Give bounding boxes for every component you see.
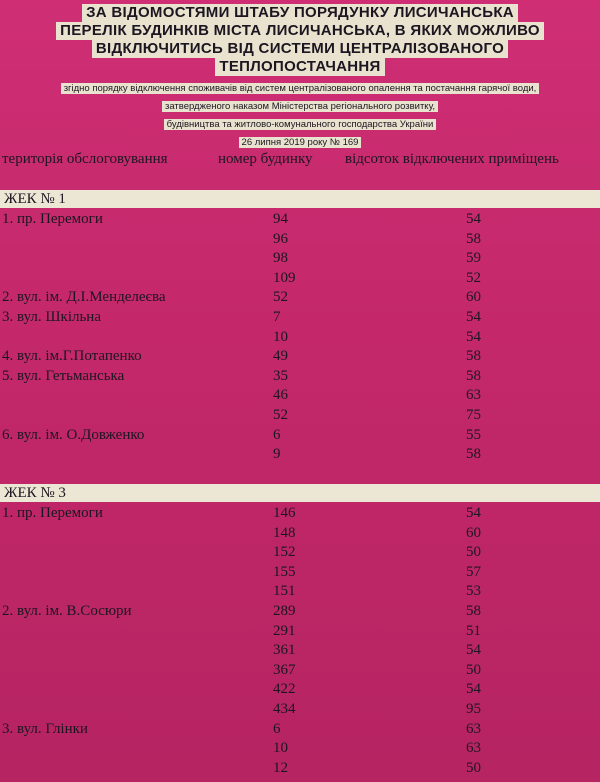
- table-row: [0, 328, 600, 347]
- house-number-cell: 151: [273, 583, 296, 600]
- table-row: [0, 504, 600, 523]
- percent-cell: 53: [466, 583, 481, 600]
- table-row: [0, 641, 600, 660]
- percent-cell: 50: [466, 759, 481, 776]
- percent-cell: 63: [466, 387, 481, 404]
- table-row: [0, 759, 600, 778]
- house-number-cell: 155: [273, 563, 296, 580]
- percent-cell: 54: [466, 328, 481, 345]
- section-band: [0, 190, 600, 208]
- street-cell: 2. вул. ім. В.Сосюри: [2, 603, 132, 619]
- table-row: [0, 524, 600, 543]
- percent-cell: 50: [466, 661, 481, 678]
- house-number-cell: 146: [273, 505, 296, 521]
- table-row: [0, 700, 600, 719]
- percent-cell: 52: [466, 269, 481, 286]
- house-number-cell: 9: [273, 446, 281, 463]
- percent-cell: 60: [466, 289, 481, 306]
- table-row: [0, 602, 600, 621]
- house-number-cell: 361: [273, 642, 296, 659]
- table-row: [0, 445, 600, 464]
- house-number-cell: 148: [273, 524, 296, 541]
- title-line: ТЕПЛОПОСТАЧАННЯ: [215, 58, 384, 76]
- table-row: [0, 563, 600, 582]
- house-number-cell: 52: [273, 407, 288, 423]
- document-title: [0, 4, 600, 76]
- street-cell: 1. пр. Перемоги: [2, 211, 103, 227]
- percent-cell: 51: [466, 622, 481, 639]
- table-row: [0, 582, 600, 601]
- percent-cell: 54: [466, 211, 481, 227]
- table-row: [0, 406, 600, 425]
- house-number-cell: 52: [273, 289, 288, 306]
- street-cell: 6. вул. ім. О.Довженко: [2, 426, 145, 443]
- percent-cell: 58: [466, 446, 481, 463]
- house-number-cell: 289: [273, 603, 296, 619]
- house-number-cell: 12: [273, 759, 288, 776]
- house-number-cell: 98: [273, 250, 288, 267]
- percent-cell: 63: [466, 740, 481, 757]
- table-row: [0, 230, 600, 249]
- column-header-percent: відсоток відключених приміщень: [345, 151, 559, 167]
- percent-cell: 58: [466, 603, 481, 619]
- title-line: ЗА ВІДОМОСТЯМИ ШТАБУ ПОРЯДУНКУ ЛИСИЧАНСЬКА: [82, 4, 518, 22]
- table-row: [0, 739, 600, 758]
- table-row: [0, 680, 600, 699]
- percent-cell: 57: [466, 563, 481, 580]
- house-number-cell: 49: [273, 348, 288, 365]
- subtitle-line: будівництва та житлово-комунального господарства України: [164, 119, 437, 130]
- table-row: [0, 367, 600, 386]
- table-row: [0, 426, 600, 445]
- house-number-cell: 291: [273, 622, 296, 639]
- section-label: ЖЕК № 3: [4, 485, 66, 501]
- percent-cell: 58: [466, 367, 481, 384]
- street-cell: 3. вул. Глінки: [2, 720, 88, 737]
- house-number-cell: 422: [273, 681, 296, 698]
- house-number-cell: 10: [273, 740, 288, 757]
- table-row: [0, 661, 600, 680]
- street-cell: 2. вул. ім. Д.І.Менделеєва: [2, 289, 166, 306]
- column-header-house: номер будинку: [218, 151, 313, 167]
- house-number-cell: 434: [273, 701, 296, 717]
- percent-cell: 54: [466, 309, 481, 325]
- house-number-cell: 152: [273, 544, 296, 561]
- table-row: [0, 308, 600, 327]
- table-row: [0, 386, 600, 405]
- house-number-cell: 367: [273, 661, 296, 678]
- document-subtitle: [0, 78, 600, 150]
- subtitle-line: затвердженого наказом Міністерства регіонального розвитку,: [162, 101, 438, 112]
- percent-cell: 54: [466, 681, 481, 698]
- percent-cell: 58: [466, 230, 481, 247]
- percent-cell: 63: [466, 720, 481, 737]
- street-cell: 1. пр. Перемоги: [2, 505, 103, 521]
- percent-cell: 55: [466, 426, 481, 443]
- percent-cell: 95: [466, 701, 481, 717]
- percent-cell: 54: [466, 505, 481, 521]
- percent-cell: 59: [466, 250, 481, 267]
- house-number-cell: 10: [273, 328, 288, 345]
- table-row: [0, 210, 600, 229]
- section-band: [0, 484, 600, 502]
- street-cell: 3. вул. Шкільна: [2, 309, 101, 325]
- table-row: [0, 288, 600, 307]
- percent-cell: 50: [466, 544, 481, 561]
- title-line: ПЕРЕЛІК БУДИНКІВ МІСТА ЛИСИЧАНСЬКА, В ЯКИХ МОЖЛИВО: [56, 22, 544, 40]
- table-row: [0, 249, 600, 268]
- house-number-cell: 94: [273, 211, 288, 227]
- house-number-cell: 35: [273, 367, 288, 384]
- subtitle-line: 26 липня 2019 року № 169: [239, 137, 362, 148]
- table-row: [0, 543, 600, 562]
- street-cell: 5. вул. Гетьманська: [2, 367, 125, 384]
- house-number-cell: 6: [273, 720, 281, 737]
- house-number-cell: 109: [273, 269, 296, 286]
- house-number-cell: 46: [273, 387, 288, 404]
- table-row: [0, 347, 600, 366]
- percent-cell: 58: [466, 348, 481, 365]
- column-header-territory: територія обслоговування: [2, 151, 168, 167]
- section-label: ЖЕК № 1: [4, 191, 66, 207]
- house-number-cell: 96: [273, 230, 288, 247]
- table-row: [0, 269, 600, 288]
- table-row: [0, 622, 600, 641]
- percent-cell: 75: [466, 407, 481, 423]
- subtitle-line: згідно порядку відключення споживачів від систем централізованого опалення та постачання гарячої води,: [61, 83, 540, 94]
- house-number-cell: 7: [273, 309, 281, 325]
- percent-cell: 54: [466, 642, 481, 659]
- table-row: [0, 720, 600, 739]
- house-number-cell: 6: [273, 426, 281, 443]
- title-line: ВІДКЛЮЧИТИСЬ ВІД СИСТЕМИ ЦЕНТРАЛІЗОВАНОГО: [92, 40, 508, 58]
- percent-cell: 60: [466, 524, 481, 541]
- street-cell: 4. вул. ім.Г.Потапенко: [2, 348, 142, 365]
